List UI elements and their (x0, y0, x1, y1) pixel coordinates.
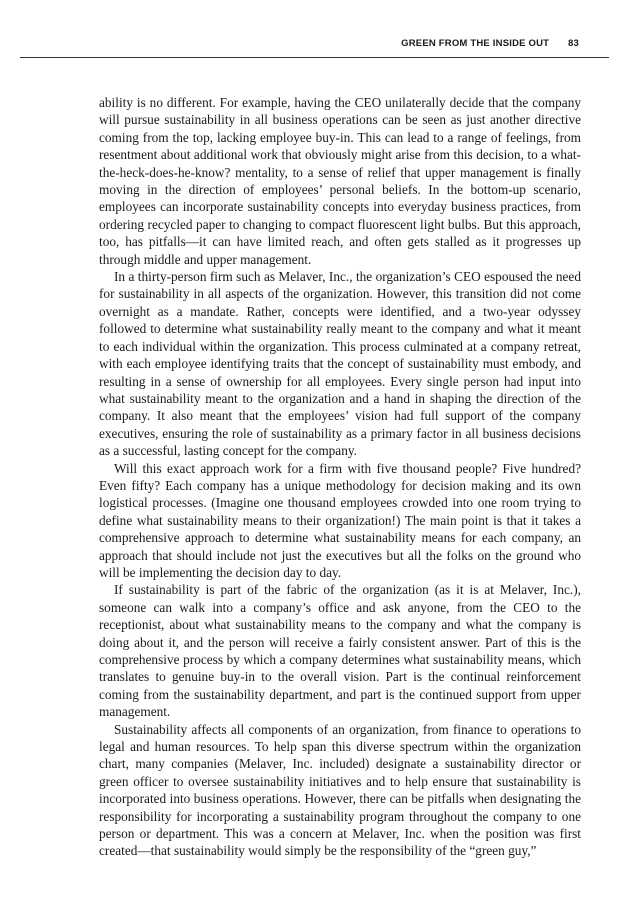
running-header (20, 38, 609, 58)
paragraph-4: If sustainability is part of the fabric of the organization (as it is at Melaver, Inc.), someone can walk into a company’s office and ask anyone, from the CEO to the receptionist, about what sustainability means to the company and what the company is doing about it, and the person will receive a fairly consistent answer. Part of this is the comprehensive process by which a company determines what sustainability means, which translates to genuine buy-in to the overall vision. Part is the continual reinforcement coming from the sustainability department, and part is the continued support from upper management. (99, 582, 581, 720)
paragraph-3: Will this exact approach work for a firm with five thousand people? Five hundred? Even fifty? Each company has a unique methodology for decision making and its own logistical processes. (Imagine one thousand employees crowded into one room trying to define what sustainability means to their organization!) The main point is that it takes a comprehensive approach to determine what sustainability means for each company, an approach that should include not just the executives but all the folks on the ground who will be implementing the decision day to day. (99, 460, 581, 580)
paragraph-2: In a thirty-person firm such as Melaver, Inc., the organization’s CEO espoused the need for sustainability in all aspects of the organization. However, this transition did not come overnight as a mandate. Rather, concepts were identified, and a two-year odyssey followed to determine what sustainability really meant to the company and what it meant to each individual within the organization. This process culminated at a company retreat, with each employee identifying traits that the concept of sustainability must embody, and resulting in a sense of ownership for all employees. Every single person had input into what sustainability meant to the organization and a hand in shaping the direction of the company. It also meant that the employees’ vision had full support of the company executives, ensuring the role of sustainability as a primary factor in all business decisions as a successful, lasting concept for the company. (99, 269, 581, 459)
body-text (99, 94, 581, 860)
paragraph-1: ability is no different. For example, having the CEO unilaterally decide that the company will pursue sustainability in all business operations can be seen as just another directive coming from the top, lacking employee buy-in. This can lead to a range of feelings, from resentment about additional work that obviously might arise from this decision, to a what-the-heck-does-he-know? mentality, to a sense of relief that upper management is finally moving in the direction of employees’ personal beliefs. In the bottom-up scenario, employees can incorporate sustainability concepts into everyday business practices, from ordering recycled paper to changing to compact fluorescent light bulbs. But this approach, too, has pitfalls—it can have limited reach, and often gets stalled as it progresses up through middle and upper management. (99, 95, 581, 267)
paragraph-5: Sustainability affects all components of an organization, from finance to operations to legal and human resources. To help span this diverse spectrum within the organization chart, many companies (Melaver, Inc. included) designate a sustainability director or green officer to oversee sustainability initiatives and to help ensure that sustainability is incorporated into business operations. However, there can be pitfalls when designating the responsibility for incorporating a sustainability program throughout the company to one person or department. This was a concern at Melaver, Inc. when the position was first created—that sustainability would simply be the responsibility of the “green guy,” (99, 721, 581, 859)
page-number: 83 (568, 38, 579, 49)
running-head-title: GREEN FROM THE INSIDE OUT (401, 38, 550, 49)
